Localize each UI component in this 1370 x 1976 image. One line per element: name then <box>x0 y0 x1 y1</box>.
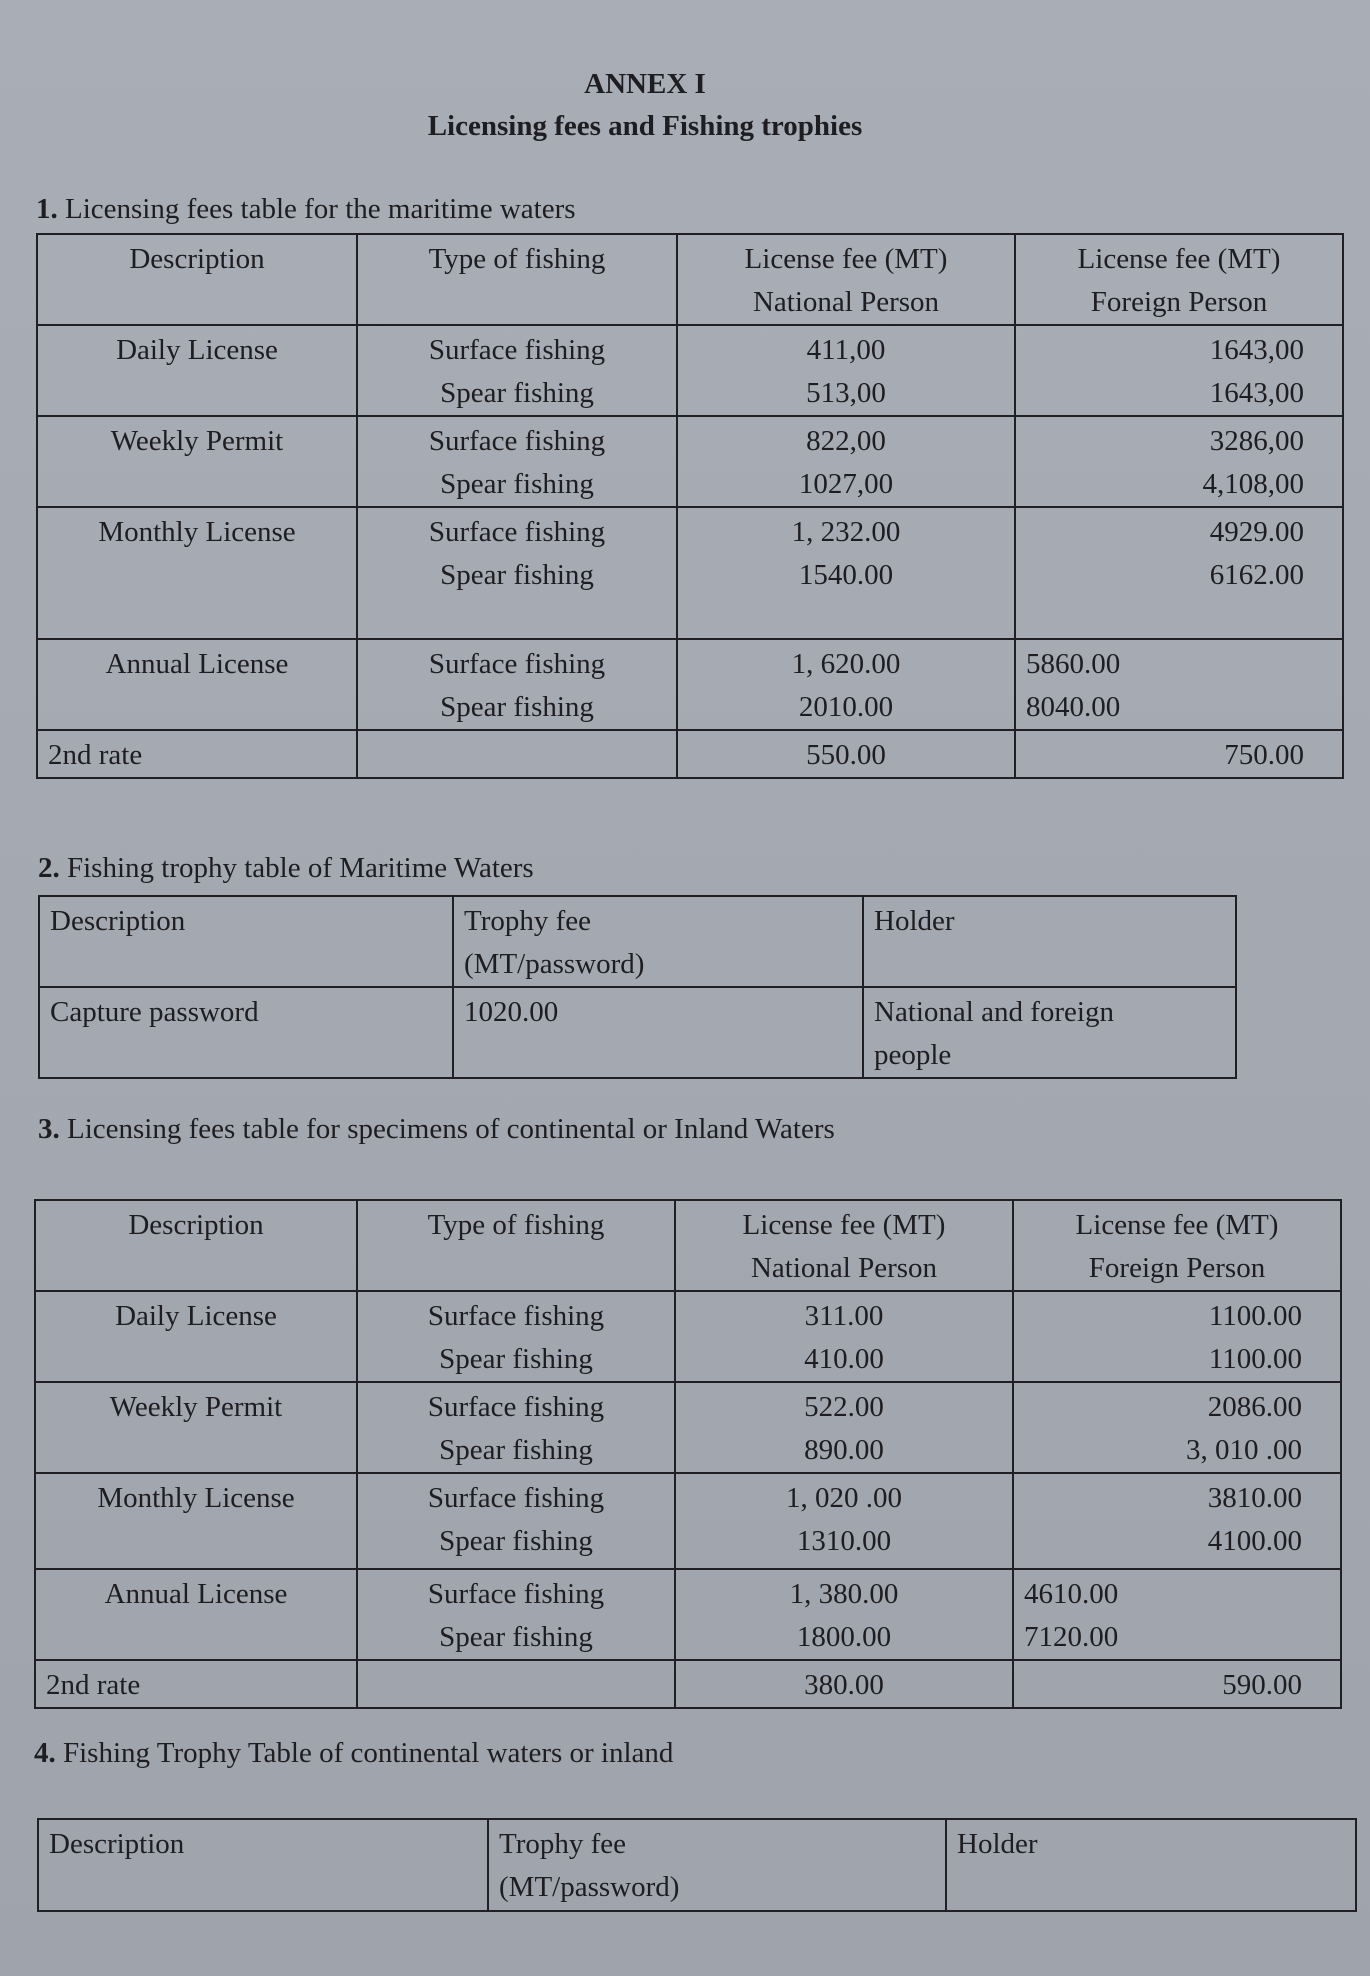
section-2-heading <box>38 852 534 885</box>
header-description: Description <box>35 1200 357 1291</box>
table-row <box>35 1382 1341 1473</box>
section-1-heading <box>36 193 576 226</box>
fee-cell: 3286,00 <box>1209 425 1304 457</box>
section-title: Fishing Trophy Table of continental waters or inland <box>63 1737 674 1769</box>
empty-cell <box>357 1660 675 1708</box>
fee-cell: 1, 620.00 <box>791 648 901 680</box>
fee-cell: 1, 380.00 <box>789 1578 899 1610</box>
fee-cell: 1020.00 <box>453 987 863 1078</box>
row-foreign-fees <box>1013 1473 1341 1569</box>
row-description: Weekly Permit <box>35 1382 357 1473</box>
row-description: Daily License <box>37 325 357 416</box>
row-foreign-fees <box>1015 416 1343 507</box>
table-row <box>37 416 1343 507</box>
header-line: Foreign Person <box>1090 286 1268 318</box>
header-trophy-fee <box>453 896 863 987</box>
type-cell: Surface fishing <box>427 1578 605 1610</box>
fee-cell: 4100.00 <box>1207 1525 1302 1557</box>
table-row-second-rate <box>35 1660 1341 1708</box>
type-cell: Spear fishing <box>440 559 594 591</box>
type-cell: Spear fishing <box>439 1621 593 1653</box>
type-cell: Spear fishing <box>439 1525 593 1557</box>
table-row <box>39 987 1236 1078</box>
header-line: Trophy fee <box>464 905 592 937</box>
fee-cell: 411,00 <box>806 334 886 366</box>
table-header-row <box>35 1200 1341 1291</box>
fee-cell: 3810.00 <box>1207 1482 1302 1514</box>
header-line: License fee (MT) <box>1075 1209 1279 1241</box>
row-foreign-fees <box>1015 639 1343 730</box>
fee-cell: 380.00 <box>675 1660 1013 1708</box>
type-cell: Surface fishing <box>428 334 606 366</box>
section-number: 3. <box>38 1113 60 1145</box>
holder-line: people <box>874 1039 952 1071</box>
row-national-fees <box>677 325 1015 416</box>
maritime-fees-table <box>36 233 1344 779</box>
fee-cell: 1643,00 <box>1209 334 1304 366</box>
header-line: National Person <box>752 286 940 318</box>
type-cell: Spear fishing <box>439 1434 593 1466</box>
type-cell: Surface fishing <box>427 1482 605 1514</box>
type-cell: Spear fishing <box>439 1343 593 1375</box>
fee-cell: 1, 232.00 <box>791 516 901 548</box>
type-cell: Surface fishing <box>428 648 606 680</box>
fee-cell: 410.00 <box>804 1343 884 1375</box>
header-line: Trophy fee <box>499 1828 627 1860</box>
fee-cell: 1027,00 <box>798 468 894 500</box>
header-holder: Holder <box>946 1819 1356 1911</box>
fee-cell: 4610.00 <box>1024 1578 1119 1610</box>
row-description: Monthly License <box>35 1473 357 1569</box>
holder-line: National and foreign <box>874 996 1114 1028</box>
table-header-row <box>38 1819 1356 1911</box>
row-description: Capture password <box>39 987 453 1078</box>
section-title: Fishing trophy table of Maritime Waters <box>67 852 534 884</box>
header-type: Type of fishing <box>357 234 677 325</box>
row-national-fees <box>675 1569 1013 1660</box>
row-types <box>357 416 677 507</box>
annex-title: ANNEX I <box>584 68 706 100</box>
fee-cell: 4929.00 <box>1209 516 1304 548</box>
row-types <box>357 1473 675 1569</box>
section-title: Licensing fees table for specimens of continental or Inland Waters <box>67 1113 835 1145</box>
table-header-row <box>39 896 1236 987</box>
section-title: Licensing fees table for the maritime waters <box>65 193 576 225</box>
type-cell: Surface fishing <box>428 516 606 548</box>
fee-cell: 822,00 <box>806 425 886 457</box>
table-row <box>35 1473 1341 1569</box>
row-foreign-fees <box>1015 507 1343 639</box>
type-cell: Spear fishing <box>440 691 594 723</box>
fee-cell: 4,108,00 <box>1202 468 1304 500</box>
holder-cell <box>863 987 1236 1078</box>
row-description: 2nd rate <box>37 730 357 778</box>
fee-cell: 750.00 <box>1015 730 1343 778</box>
row-description: 2nd rate <box>35 1660 357 1708</box>
fee-cell: 2086.00 <box>1207 1391 1302 1423</box>
type-cell: Surface fishing <box>428 425 606 457</box>
table-row <box>37 639 1343 730</box>
empty-cell <box>357 730 677 778</box>
fee-cell: 6162.00 <box>1209 559 1304 591</box>
maritime-trophy-table <box>38 895 1237 1079</box>
row-national-fees <box>677 639 1015 730</box>
type-cell: Surface fishing <box>427 1300 605 1332</box>
fee-cell: 2010.00 <box>798 691 894 723</box>
type-cell: Spear fishing <box>440 377 594 409</box>
section-number: 4. <box>34 1737 56 1769</box>
fee-cell: 8040.00 <box>1026 691 1121 723</box>
header-line: Foreign Person <box>1088 1252 1266 1284</box>
row-national-fees <box>675 1473 1013 1569</box>
fee-cell: 1800.00 <box>796 1621 892 1653</box>
type-cell: Spear fishing <box>440 468 594 500</box>
row-types <box>357 507 677 639</box>
row-foreign-fees <box>1015 325 1343 416</box>
row-national-fees <box>677 507 1015 639</box>
fee-cell: 1310.00 <box>796 1525 892 1557</box>
header-type: Type of fishing <box>357 1200 675 1291</box>
header-trophy-fee <box>488 1819 946 1911</box>
fee-cell: 1, 020 .00 <box>786 1482 902 1514</box>
header-foreign-fee <box>1015 234 1343 325</box>
inland-fees-table <box>34 1199 1342 1709</box>
row-description: Annual License <box>35 1569 357 1660</box>
header-holder: Holder <box>863 896 1236 987</box>
table-header-row <box>37 234 1343 325</box>
header-line: National Person <box>750 1252 938 1284</box>
row-description: Weekly Permit <box>37 416 357 507</box>
fee-cell: 1100.00 <box>1208 1343 1302 1375</box>
header-foreign-fee <box>1013 1200 1341 1291</box>
row-types <box>357 1291 675 1382</box>
fee-cell: 522.00 <box>804 1391 884 1423</box>
fee-cell: 1100.00 <box>1208 1300 1302 1332</box>
row-foreign-fees <box>1013 1382 1341 1473</box>
row-types <box>357 639 677 730</box>
fee-cell: 890.00 <box>804 1434 884 1466</box>
row-types <box>357 1382 675 1473</box>
row-types <box>357 325 677 416</box>
fee-cell: 550.00 <box>677 730 1015 778</box>
fee-cell: 1540.00 <box>798 559 894 591</box>
header-description: Description <box>38 1819 488 1911</box>
row-description: Daily License <box>35 1291 357 1382</box>
header-national-fee <box>675 1200 1013 1291</box>
header-description: Description <box>37 234 357 325</box>
header-line: (MT/password) <box>499 1871 680 1903</box>
section-number: 1. <box>36 193 58 225</box>
fee-cell: 311.00 <box>804 1300 884 1332</box>
header-national-fee <box>677 234 1015 325</box>
fee-cell: 3, 010 .00 <box>1186 1434 1302 1466</box>
fee-cell: 7120.00 <box>1024 1621 1119 1653</box>
header-description: Description <box>39 896 453 987</box>
row-description: Monthly License <box>37 507 357 639</box>
row-national-fees <box>675 1382 1013 1473</box>
fee-cell: 590.00 <box>1013 1660 1341 1708</box>
row-foreign-fees <box>1013 1569 1341 1660</box>
row-description: Annual License <box>37 639 357 730</box>
section-4-heading <box>34 1737 673 1770</box>
header-line: License fee (MT) <box>742 1209 946 1241</box>
header-line: License fee (MT) <box>744 243 948 275</box>
section-number: 2. <box>38 852 60 884</box>
table-row <box>35 1569 1341 1660</box>
header-line: License fee (MT) <box>1077 243 1281 275</box>
row-types <box>357 1569 675 1660</box>
inland-trophy-table <box>37 1818 1357 1912</box>
type-cell: Surface fishing <box>427 1391 605 1423</box>
annex-subtitle: Licensing fees and Fishing trophies <box>427 110 863 142</box>
section-3-heading <box>38 1113 835 1146</box>
row-national-fees <box>677 416 1015 507</box>
header-line: (MT/password) <box>464 948 645 980</box>
fee-cell: 513,00 <box>806 377 886 409</box>
table-row-second-rate <box>37 730 1343 778</box>
table-row <box>37 325 1343 416</box>
row-national-fees <box>675 1291 1013 1382</box>
table-row <box>37 507 1343 639</box>
fee-cell: 5860.00 <box>1026 648 1121 680</box>
row-foreign-fees <box>1013 1291 1341 1382</box>
table-row <box>35 1291 1341 1382</box>
fee-cell: 1643,00 <box>1209 377 1304 409</box>
